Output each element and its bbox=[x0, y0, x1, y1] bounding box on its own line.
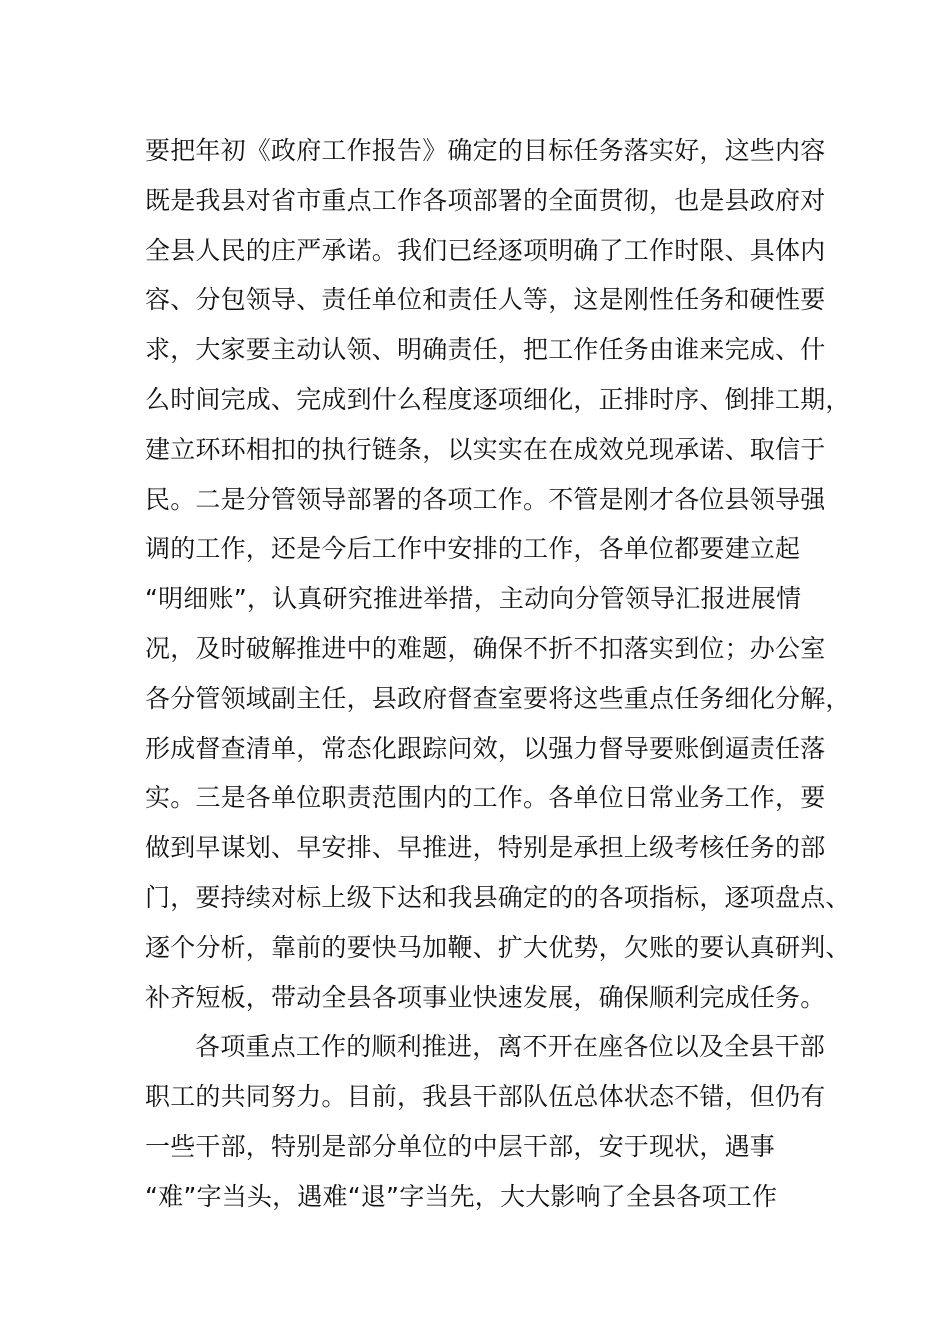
text-line: 求，大家要主动认领、明确责任，把工作任务由谁来完成、什 bbox=[145, 335, 826, 365]
text-line: 建立环环相扣的执行链条，以实实在在成效兑现承诺、取信于 bbox=[145, 434, 826, 464]
text-line: 门，要持续对标上级下达和我县确定的的各项指标，逐项盘点、 bbox=[145, 882, 851, 912]
text-line: 调的工作，还是今后工作中安排的工作，各单位都要建立起 bbox=[145, 534, 801, 564]
text-line: 逐个分析，靠前的要快马加鞭、扩大优势，欠账的要认真研判、 bbox=[145, 932, 851, 962]
text-line: 形成督查清单，常态化跟踪问效，以强力督导要账倒逼责任落 bbox=[145, 733, 826, 763]
text-line: 职工的共同努力。目前，我县干部队伍总体状态不错，但仍有 bbox=[145, 1082, 826, 1112]
text-line: 补齐短板，带动全县各项事业快速发展，确保顺利完成任务。 bbox=[145, 982, 826, 1012]
text-line: “难”字当头，遇难“退”字当先，大大影响了全县各项工作 bbox=[145, 1181, 778, 1211]
text-line: 民。二是分管领导部署的各项工作。不管是刚才各位县领导强 bbox=[145, 484, 826, 514]
text-line: 一些干部，特别是部分单位的中层干部，安于现状，遇事 bbox=[145, 1131, 776, 1161]
text-line: 况，及时破解推进中的难题，确保不折不扣落实到位；办公室 bbox=[145, 633, 826, 663]
paragraph-start-line: 各项重点工作的顺利推进，离不开在座各位以及全县干部 bbox=[195, 1032, 826, 1062]
text-line: 既是我县对省市重点工作各项部署的全面贯彻，也是县政府对 bbox=[145, 185, 826, 215]
text-line: 实。三是各单位职责范围内的工作。各单位日常业务工作，要 bbox=[145, 783, 826, 813]
body-text bbox=[145, 126, 851, 1222]
text-line: 全县人民的庄严承诺。我们已经逐项明确了工作时限、具体内 bbox=[145, 235, 826, 265]
text-line: 各分管领域副主任，县政府督查室要将这些重点任务细化分解， bbox=[145, 683, 851, 713]
text-line: “明细账”，认真研究推进举措，主动向分管领导汇报进展情 bbox=[145, 584, 802, 614]
text-line: 么时间完成、完成到什么程度逐项细化，正排时序、倒排工期， bbox=[145, 384, 851, 414]
text-line: 要把年初《政府工作报告》确定的目标任务落实好，这些内容 bbox=[145, 136, 826, 165]
text-line: 做到早谋划、早安排、早推进，特别是承担上级考核任务的部 bbox=[145, 833, 826, 863]
text-line: 容、分包领导、责任单位和责任人等，这是刚性任务和硬性要 bbox=[145, 285, 826, 315]
